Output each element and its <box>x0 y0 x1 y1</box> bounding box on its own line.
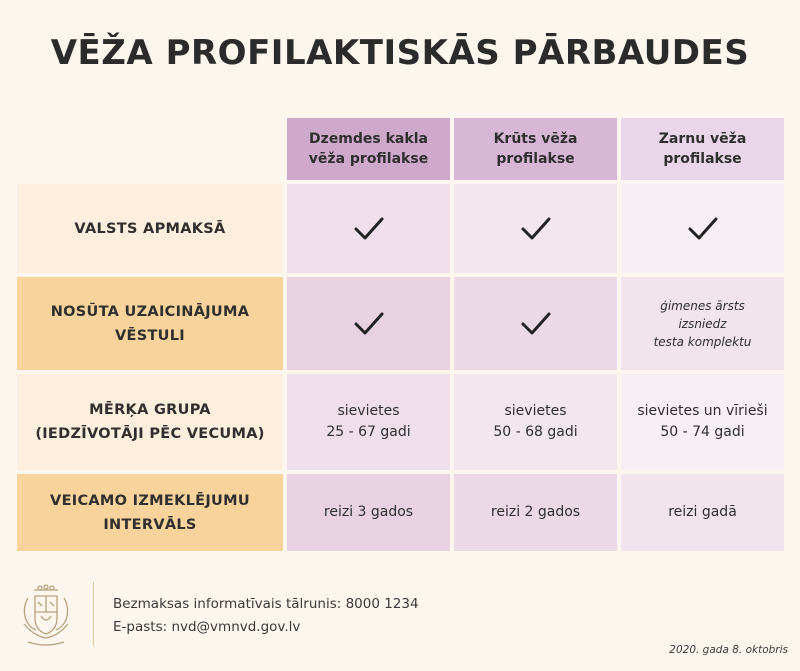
cell-invitation-breast <box>454 277 617 370</box>
cell-text-line: 25 - 67 gadi <box>326 424 411 440</box>
column-header-line: profilakse <box>663 151 742 167</box>
row-label-line: INTERVĀLS <box>103 516 197 533</box>
column-header-line: profilakse <box>496 151 575 167</box>
column-header-cervical <box>287 118 450 180</box>
cell-interval-colorectal <box>621 474 784 551</box>
cell-target-breast <box>454 374 617 470</box>
cell-text-line: sievietes <box>504 403 567 419</box>
cell-text-line: 50 - 68 gadi <box>493 424 578 440</box>
cell-text-line: ģimenes ārsts <box>660 298 745 313</box>
footer-phone: Bezmaksas informatīvais tālrunis: 8000 1234 <box>113 596 419 612</box>
row-label-invitation-letter <box>17 277 283 370</box>
column-header-line: vēža profilakse <box>308 151 429 167</box>
cell-target-colorectal <box>621 374 784 470</box>
checkmark-icon <box>520 311 552 337</box>
cell-target-cervical <box>287 374 450 470</box>
column-header-colorectal <box>621 118 784 180</box>
cell-state-paid-colorectal <box>621 184 784 273</box>
cell-state-paid-cervical <box>287 184 450 273</box>
cell-text-line: testa komplektu <box>653 334 752 349</box>
row-label-line: VALSTS APMAKSĀ <box>74 220 226 237</box>
row-label-line: MĒRĶA GRUPA <box>89 402 211 418</box>
column-header-line: Zarnu vēža <box>658 131 747 147</box>
row-label-line: NOSŪTA UZAICINĀJUMA <box>50 303 250 320</box>
row-label-line: (IEDZĪVOTĀJI PĒC VECUMA) <box>35 426 265 442</box>
cell-interval-cervical <box>287 474 450 551</box>
page-title: VĒŽA PROFILAKTISKĀS PĀRBAUDES <box>50 33 750 73</box>
cell-state-paid-breast <box>454 184 617 273</box>
column-header-line: Krūts vēža <box>493 131 578 147</box>
cell-text-line: reizi gadā <box>668 504 737 520</box>
footer-divider <box>93 582 94 646</box>
cell-text-line: sievietes <box>337 403 400 419</box>
row-label-line: VĒSTULI <box>115 327 185 344</box>
row-label-interval <box>17 474 283 551</box>
cell-invitation-cervical <box>287 277 450 370</box>
coat-of-arms-logo <box>18 584 74 648</box>
checkmark-icon <box>520 216 552 242</box>
cell-interval-breast <box>454 474 617 551</box>
row-label-state-paid <box>17 184 283 273</box>
footer-email: E-pasts: nvd@vmnvd.gov.lv <box>113 619 301 635</box>
row-label-target-group <box>17 374 283 470</box>
checkmark-icon <box>353 216 385 242</box>
cell-text-line: izsniedz <box>678 316 727 331</box>
cell-text-line: 50 - 74 gadi <box>660 424 745 440</box>
footer-date: 2020. gada 8. oktobris <box>669 644 788 656</box>
cell-invitation-colorectal <box>621 277 784 370</box>
cell-text-line: sievietes un vīrieši <box>637 403 768 419</box>
checkmark-icon <box>353 311 385 337</box>
column-header-breast <box>454 118 617 180</box>
column-header-line: Dzemdes kakla <box>309 131 428 147</box>
row-label-line: VEICAMO IZMEKLĒJUMU <box>50 492 250 509</box>
cell-text-line: reizi 2 gados <box>490 504 581 520</box>
checkmark-icon <box>687 216 719 242</box>
cell-text-line: reizi 3 gados <box>323 504 414 520</box>
